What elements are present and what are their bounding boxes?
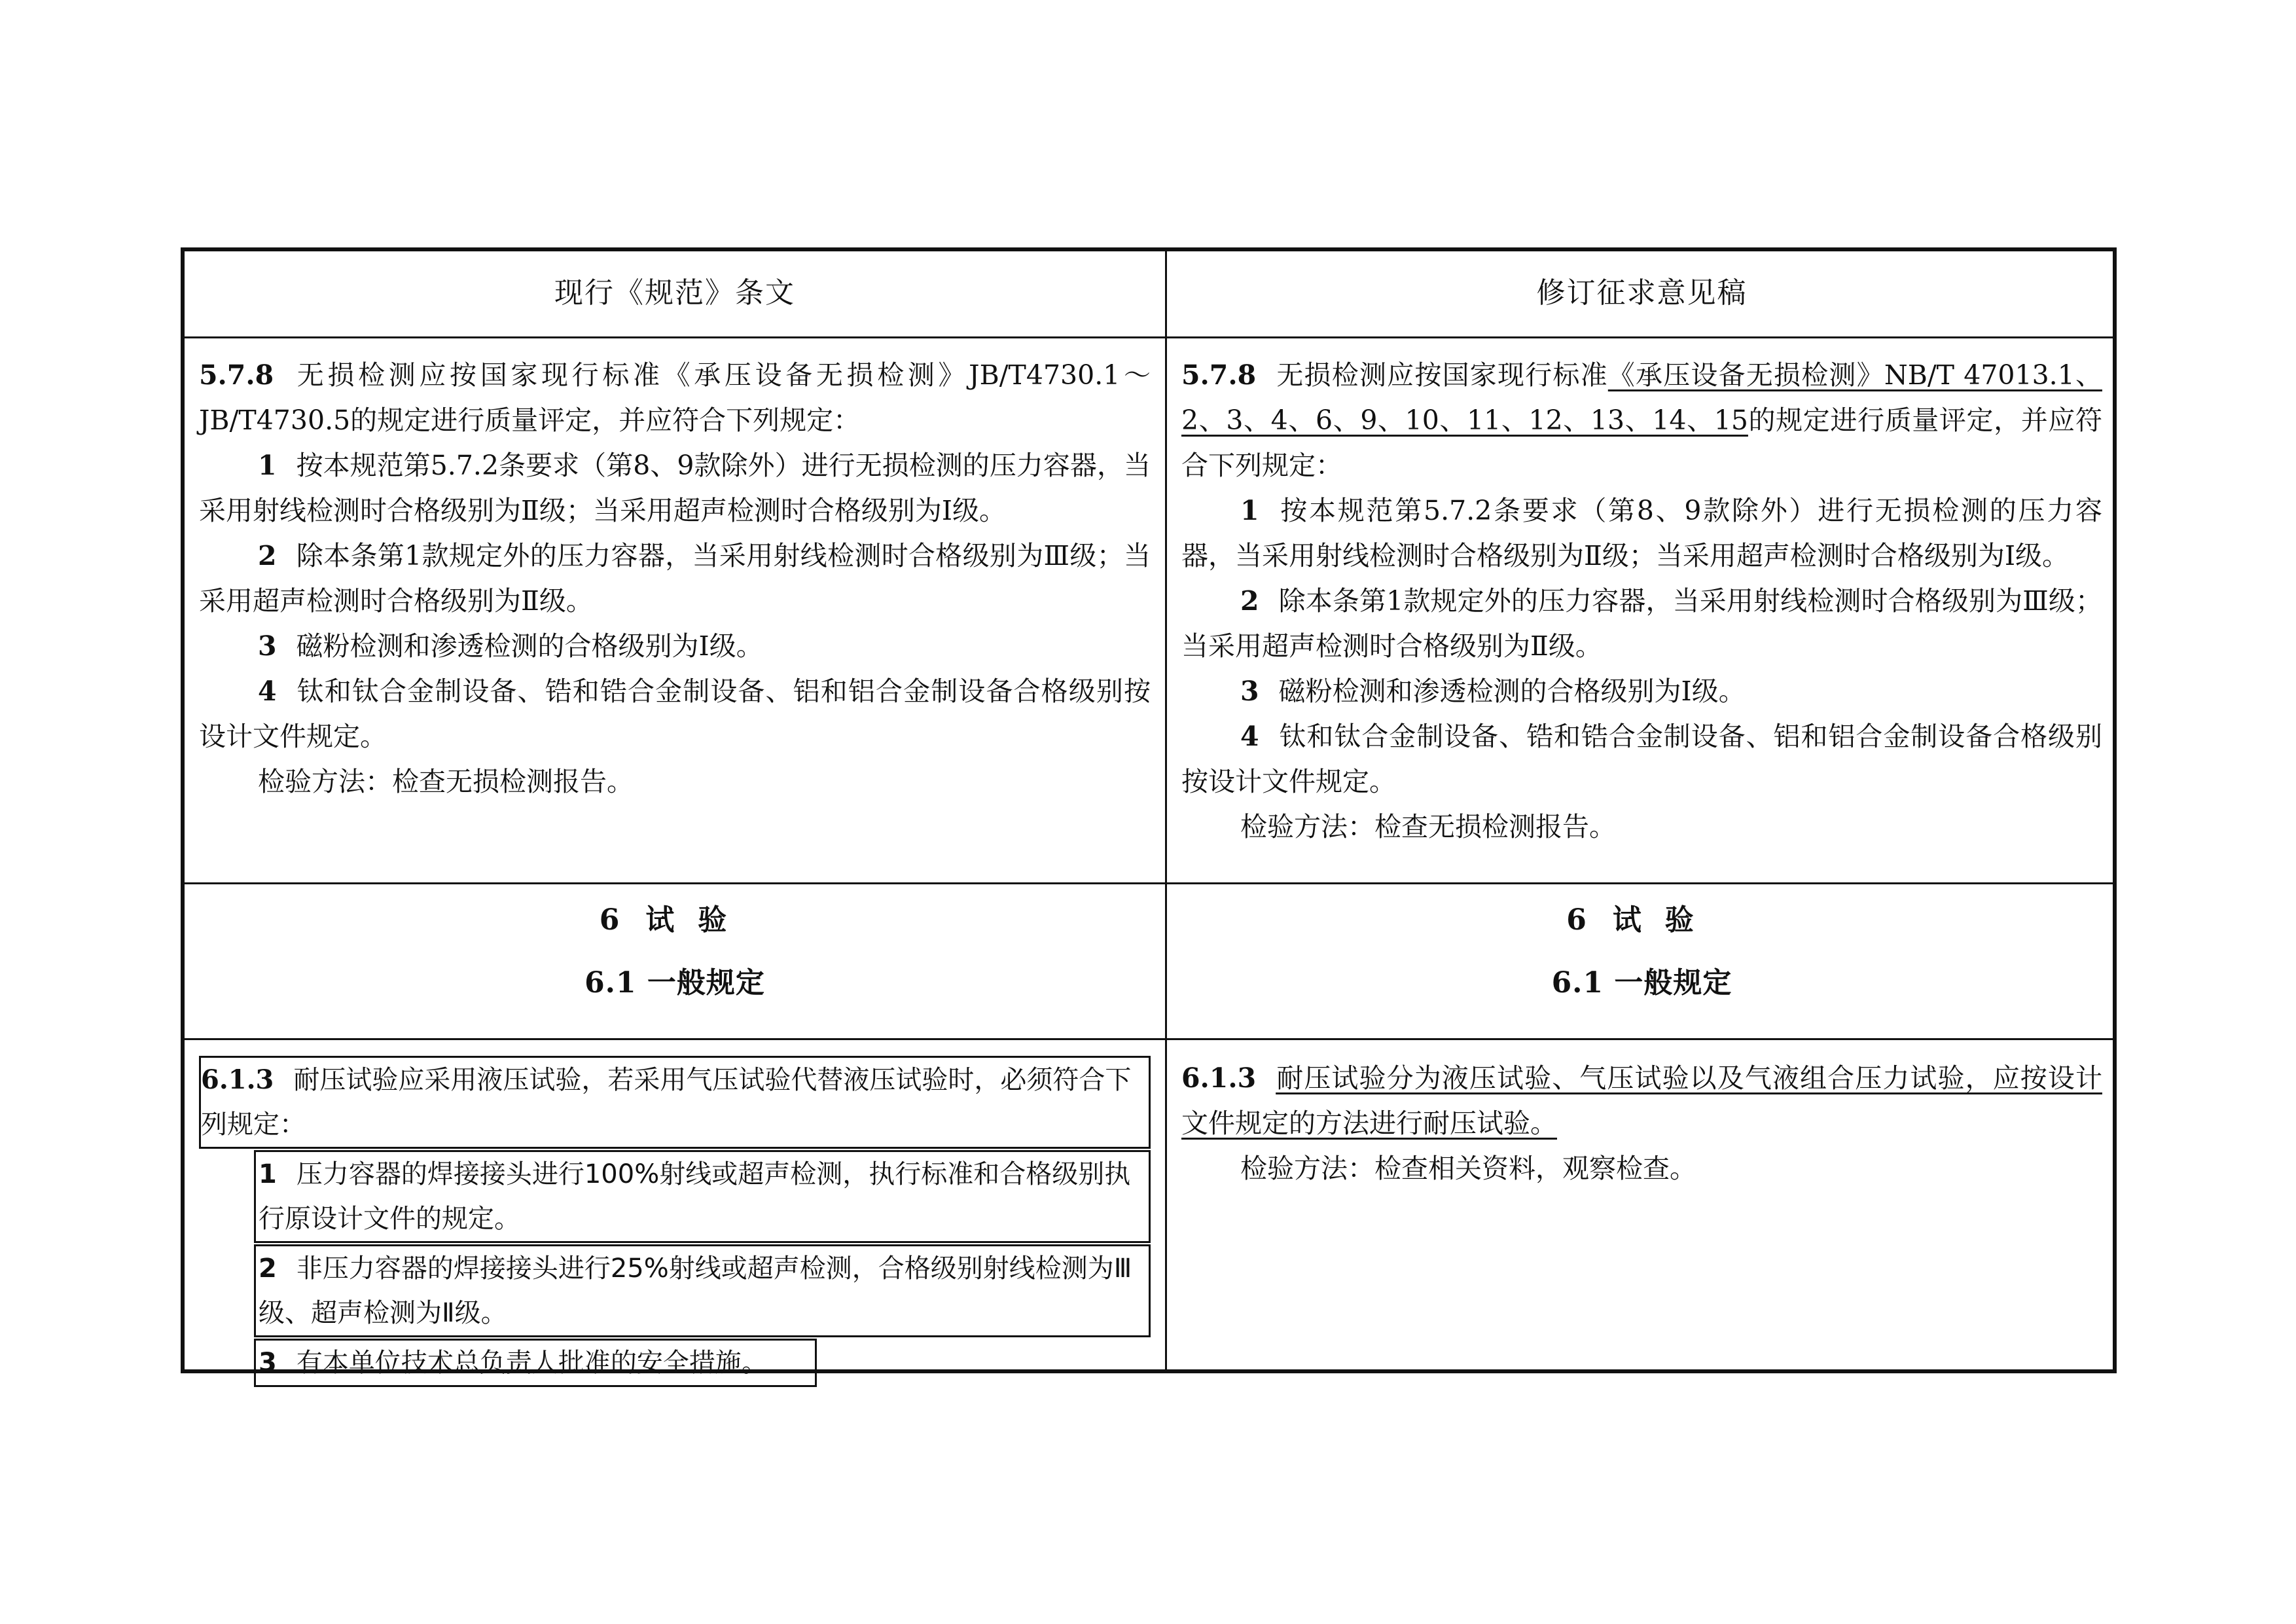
item-number: 2 [258, 540, 277, 571]
item-text: 除本条第1款规定外的压力容器，当采用射线检测时合格级别为Ⅲ级；当采用超声检测时合格级别为Ⅱ级。 [199, 540, 1151, 617]
item-text: 非压力容器的焊接接头进行25%射线或超声检测，合格级别射线检测为Ⅲ级、超声检测为Ⅱ级。 [259, 1254, 1132, 1328]
clause-text: 无损检测应按国家现行标准《承压设备无损检测》JB/T4730.1～JB/T4730.5的规定进行质量评定，并应符合下列规定： [199, 359, 1151, 436]
clause-578-intro [199, 353, 1151, 443]
section-number: 6 [1566, 903, 1589, 937]
list-item [199, 624, 1151, 669]
item-number: 3 [1240, 676, 1259, 707]
list-item [199, 443, 1151, 533]
clause-number: 5.7.8 [1181, 359, 1257, 391]
list-item [1181, 579, 2102, 669]
item-number: 1 [258, 450, 277, 481]
list-item [1181, 714, 2102, 804]
clause-578-intro [1181, 353, 2102, 488]
section-title: 试验 [645, 903, 751, 937]
item-number: 4 [1240, 721, 1259, 752]
item-number: 4 [258, 676, 277, 707]
header-revision-draft: 修订征求意见稿 [1536, 276, 1748, 310]
cell-section6-revision [1167, 884, 2117, 1038]
item-text: 有本单位技术总负责人批准的安全措施。 [296, 1348, 768, 1378]
item-text: 磁粉检测和渗透检测的合格级别为Ⅰ级。 [1278, 676, 1746, 707]
cell-613-revision [1167, 1040, 2117, 1373]
clause-text: 耐压试验应采用液压试验，若采用气压试验代替液压试验时，必须符合下列规定： [201, 1065, 1132, 1140]
clause-613-intro [1181, 1056, 2102, 1146]
list-item [199, 533, 1151, 624]
cell-578-current [185, 338, 1165, 882]
item-number: 2 [259, 1254, 277, 1284]
item-number: 3 [258, 630, 277, 662]
item-text: 磁粉检测和渗透检测的合格级别为Ⅰ级。 [296, 630, 763, 662]
header-current-clause: 现行《规范》条文 [554, 276, 795, 310]
list-item [254, 1150, 1151, 1243]
section-number: 6 [599, 903, 622, 937]
cell-section6-current [185, 884, 1165, 1038]
subsection-heading: 6.1 一般规定 [1551, 966, 1732, 1000]
clause-number: 6.1.3 [1181, 1062, 1257, 1094]
cell-613-current [185, 1040, 1165, 1378]
item-text: 按本规范第5.7.2条要求（第8、9款除外）进行无损检测的压力容器，当采用射线检测时合格级别为Ⅱ级；当采用超声检测时合格级别为Ⅰ级。 [1181, 495, 2102, 571]
section-heading [185, 897, 1165, 943]
item-text: 按本规范第5.7.2条要求（第8、9款除外）进行无损检测的压力容器，当采用射线检测时合格级别为Ⅱ级；当采用超声检测时合格级别为Ⅰ级。 [199, 450, 1151, 526]
item-number: 1 [259, 1159, 277, 1189]
revised-clause-text: 耐压试验分为液压试验、气压试验以及气液组合压力试验，应按设计文件规定的方法进行耐压试验。 [1181, 1062, 2102, 1139]
comparison-table [181, 247, 2117, 1378]
item-number: 3 [259, 1348, 277, 1378]
item-text: 除本条第1款规定外的压力容器，当采用射线检测时合格级别为Ⅲ级；当采用超声检测时合格级别为Ⅱ级。 [1181, 585, 2102, 662]
cell-578-revision [1167, 338, 2117, 882]
item-number: 1 [1240, 495, 1259, 526]
subsection-heading: 6.1 一般规定 [584, 966, 765, 1000]
clause-613-intro [199, 1056, 1151, 1149]
list-item [254, 1244, 1151, 1337]
item-text: 压力容器的焊接接头进行100%射线或超声检测，执行标准和合格级别执行原设计文件的规定。 [259, 1159, 1131, 1234]
revised-standard-reference: 《承压设备无损检测》NB/T 47013.1、2、3、4、6、9、10、11、12、13、14、15 [1181, 359, 2102, 436]
list-item [199, 669, 1151, 759]
list-item [1181, 488, 2102, 579]
item-text: 钛和钛合金制设备、锆和锆合金制设备、铝和铝合金制设备合格级别按设计文件规定。 [199, 676, 1151, 752]
inspection-method: 检验方法：检查相关资料，观察检查。 [1240, 1153, 1696, 1184]
section-heading [1167, 897, 2117, 943]
clause-number: 5.7.8 [199, 359, 274, 391]
inspection-method: 检验方法：检查无损检测报告。 [258, 766, 634, 797]
clause-number: 6.1.3 [201, 1064, 274, 1095]
item-number: 2 [1240, 585, 1259, 617]
clause-text: 无损检测应按国家现行标准 [1276, 359, 1608, 391]
inspection-method: 检验方法：检查无损检测报告。 [1240, 811, 1616, 842]
list-item [1181, 669, 2102, 714]
section-title: 试验 [1612, 903, 1717, 937]
clause-text: 的规定进行质量评定，并应符合下列规定： [1181, 405, 2102, 481]
list-item [254, 1339, 817, 1387]
item-text: 钛和钛合金制设备、锆和锆合金制设备、铝和铝合金制设备合格级别按设计文件规定。 [1181, 721, 2102, 797]
